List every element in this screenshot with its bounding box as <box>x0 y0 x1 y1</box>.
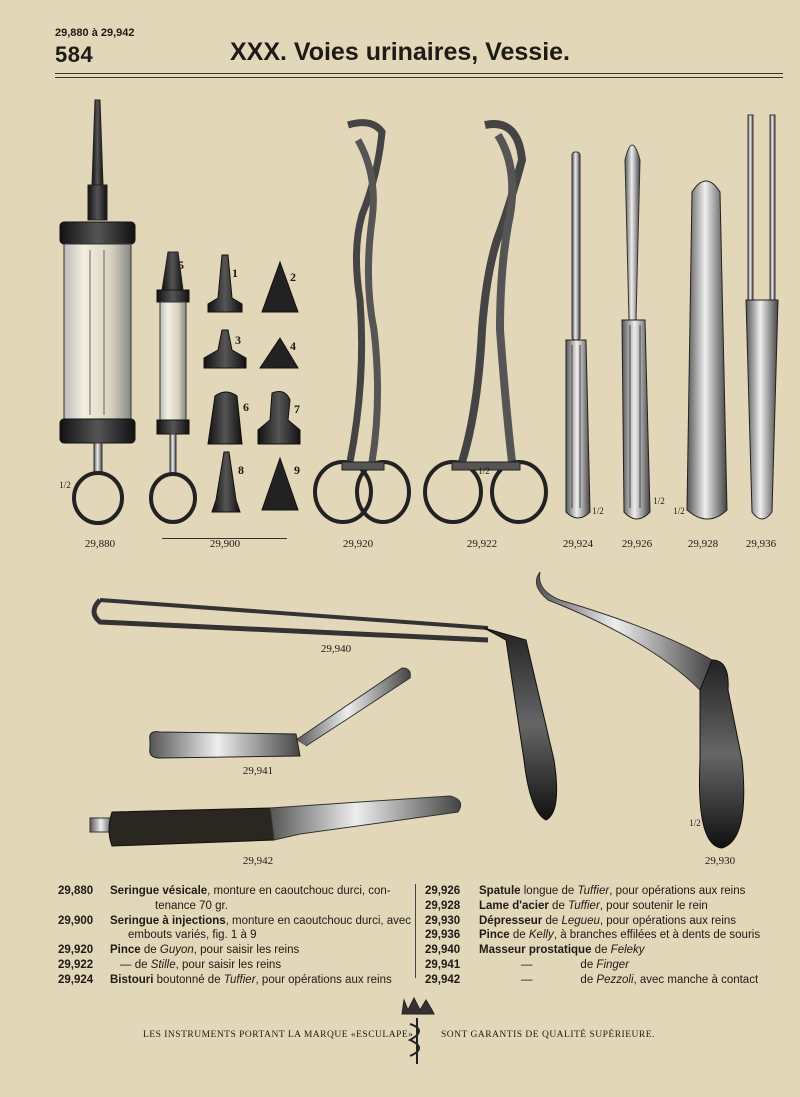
entry-name: Seringue vésicale <box>110 885 208 897</box>
entry-dash: — <box>120 959 132 971</box>
entry-description: tenance 70 gr. <box>155 899 228 912</box>
figure-number-29926: 29,926 <box>621 538 653 550</box>
entry-description: , avec manche à contact <box>633 973 759 986</box>
entry-description: — de <box>521 959 597 971</box>
tip-label-8: 8 <box>238 463 244 477</box>
tip-label-4: 4 <box>290 339 296 353</box>
entry-number: 29,926 <box>425 885 461 897</box>
footer-left-text: LES INSTRUMENTS PORTANT LA MARQUE «ESCULAPE» <box>143 1030 414 1040</box>
entry-number: 29,922 <box>58 959 94 971</box>
massager-29941-illustration <box>150 668 411 758</box>
entry-author: Legueu <box>561 914 600 927</box>
blade-29928-illustration <box>687 181 727 519</box>
footer-right-text: SONT GARANTIS DE QUALITÉ SUPÉRIEURE. <box>441 1030 655 1040</box>
depressor-29930-illustration <box>536 572 743 848</box>
entry-author: Guyon <box>159 944 194 957</box>
entry-name: Spatule <box>479 885 521 897</box>
tip-label-9: 9 <box>294 463 300 477</box>
entry-description: , pour soutenir le rein <box>599 899 708 912</box>
entry-description: de <box>131 959 151 971</box>
forceps-29936-illustration <box>746 115 778 519</box>
entry-name: Masseur prostatique <box>479 944 592 957</box>
entry-description: de <box>542 914 562 927</box>
entry-description: , monture en caoutchouc durci, avec <box>225 914 412 927</box>
tip-label-2: 2 <box>290 270 296 284</box>
entry-description: , pour opérations aux reins <box>609 885 746 897</box>
entry-number: 29,942 <box>425 973 461 986</box>
entry-description: , pour saisir les reins <box>175 959 282 971</box>
massager-29940-illustration <box>94 600 557 820</box>
massager-29942-illustration <box>90 796 461 846</box>
figure-number-29930: 29,930 <box>704 855 736 867</box>
scalpel-29924-illustration <box>566 152 590 518</box>
scale-label: 1/2 <box>478 466 490 476</box>
entry-author: Tuffier <box>568 899 600 912</box>
entry-number: 29,940 <box>425 944 461 957</box>
page-number: 584 <box>55 42 94 67</box>
entry-author: Pezzoli <box>596 973 634 986</box>
entry-description: , à branches effilées et à dents de souris <box>553 929 761 942</box>
entry-number: 29,900 <box>58 914 94 927</box>
entry-name: Pince <box>479 929 510 942</box>
entry-author: Tuffier <box>223 973 256 986</box>
nozzle-set-illustration <box>204 255 300 512</box>
figure-number-29928: 29,928 <box>687 538 719 550</box>
figure-number-29941: 29,941 <box>242 765 274 777</box>
entry-description: , monture en caoutchouc durci, con- <box>207 885 391 897</box>
forceps-29922-illustration <box>425 124 546 522</box>
entry-author: Kelly <box>528 929 554 942</box>
figure-number-29880: 29,880 <box>84 538 116 550</box>
tip-label-5: 5 <box>178 258 184 272</box>
scale-label: 1/2 <box>592 506 604 516</box>
entry-number: 29,920 <box>58 944 94 957</box>
entry-description: de <box>548 899 569 912</box>
column-divider <box>415 884 416 978</box>
entry-number: 29,941 <box>425 959 461 971</box>
description-list-right <box>425 884 785 989</box>
entry-name: Pince <box>110 944 141 957</box>
figure-number-29900: 29,900 <box>209 538 241 550</box>
entry-author: Tuffier <box>577 885 610 897</box>
entry-name: Bistouri <box>110 973 154 986</box>
scale-label: 1/2 <box>653 496 665 506</box>
entry-description: boutonné de <box>153 973 224 986</box>
entry-number: 29,930 <box>425 914 461 927</box>
tip-label-7: 7 <box>294 402 300 416</box>
tip-label-6: 6 <box>243 400 249 414</box>
entry-description: , pour opérations aux reins <box>255 973 392 986</box>
tip-label-1: 1 <box>232 266 238 280</box>
entry-author: Stille <box>150 959 176 971</box>
entry-description: embouts variés, fig. 1 à 9 <box>128 929 257 942</box>
entry-number: 29,928 <box>425 899 461 912</box>
page-title: XXX. Voies urinaires, Vessie. <box>229 38 570 66</box>
entry-description: — de <box>521 973 597 986</box>
entry-description: de <box>591 944 611 957</box>
entry-name: Dépresseur <box>479 914 543 927</box>
syringe-29900-illustration <box>151 252 195 522</box>
entry-author: Feleky <box>610 944 645 957</box>
scale-label: 1/2 <box>673 506 685 516</box>
entry-name: Seringue à injections <box>110 914 226 927</box>
spatula-29926-illustration <box>622 145 650 519</box>
scale-label: 1/2 <box>689 818 701 828</box>
entry-description: , pour opérations aux reins <box>599 914 737 927</box>
figure-number-29920: 29,920 <box>342 538 374 550</box>
entry-number: 29,924 <box>58 973 94 986</box>
figure-number-29936: 29,936 <box>745 538 777 550</box>
entry-author: Finger <box>596 959 630 971</box>
entry-description: longue de <box>520 885 578 897</box>
page-range: 29,880 à 29,942 <box>55 27 135 39</box>
figure-number-29940: 29,940 <box>320 643 352 655</box>
entry-description: de <box>140 944 160 957</box>
figure-number-29924: 29,924 <box>562 538 594 550</box>
entry-number: 29,880 <box>58 885 94 897</box>
figure-number-29942: 29,942 <box>242 855 274 867</box>
description-list-left <box>58 884 413 986</box>
figure-number-29922: 29,922 <box>466 538 498 550</box>
tip-label-3: 3 <box>235 333 241 347</box>
entry-name: Lame d'acier <box>479 899 549 912</box>
entry-description: de <box>509 929 529 942</box>
forceps-29920-illustration <box>315 123 409 522</box>
syringe-29880-illustration <box>60 100 135 523</box>
entry-number: 29,936 <box>425 929 461 942</box>
scale-label: 1/2 <box>59 480 71 490</box>
entry-description: , pour saisir les reins <box>193 944 300 957</box>
